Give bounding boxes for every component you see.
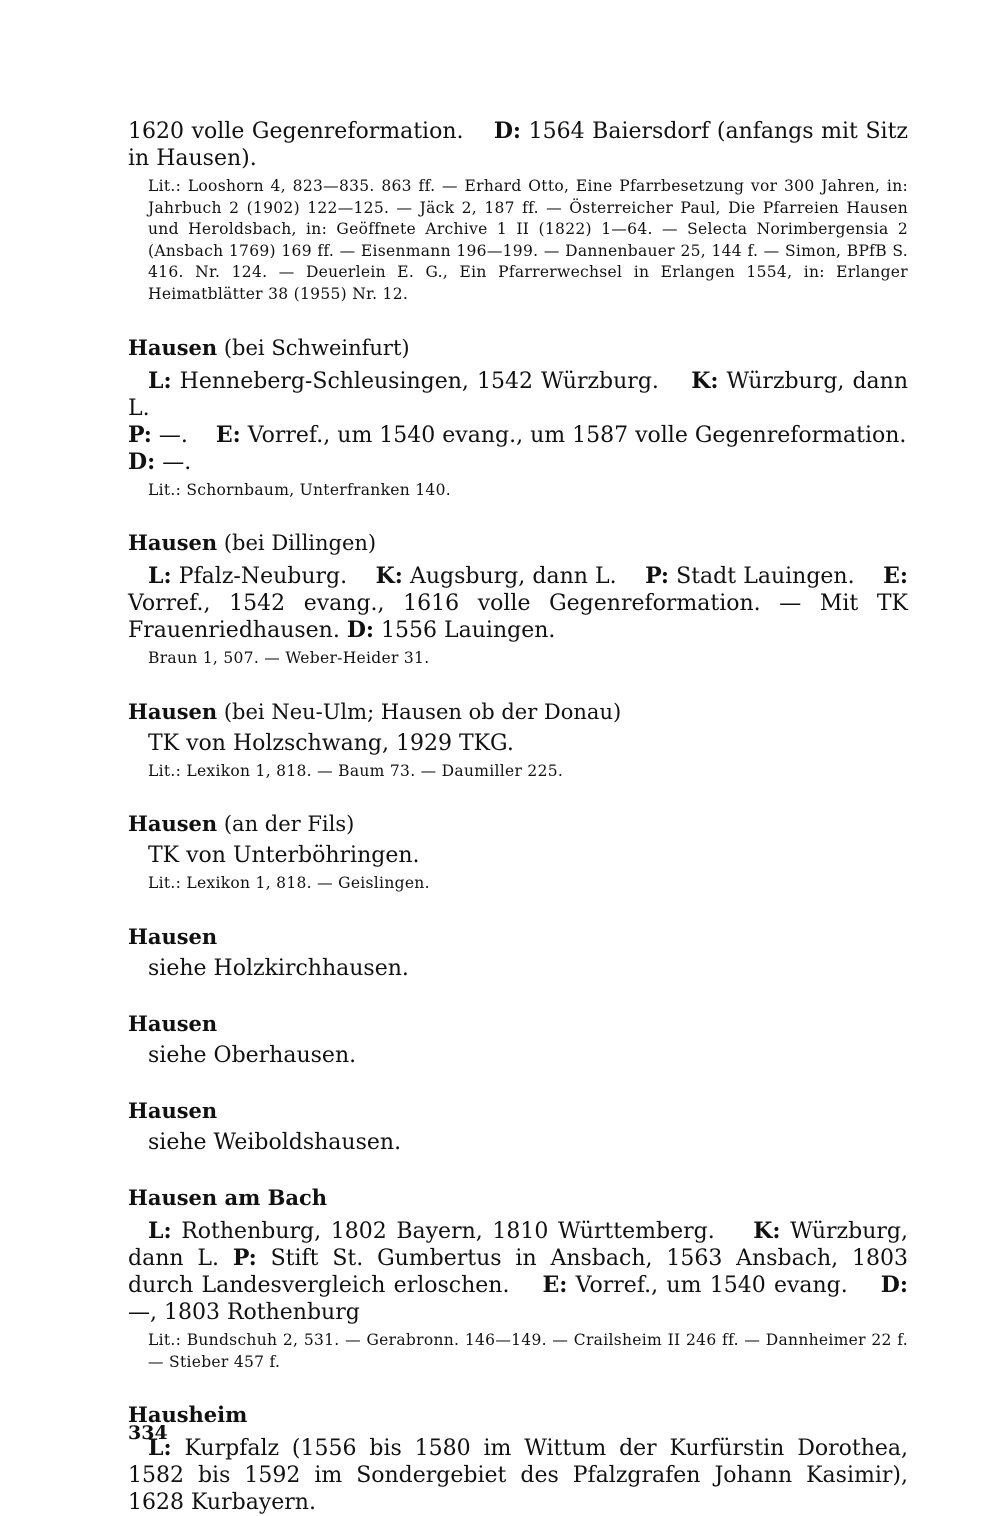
k-text: Würzburg, dann L. — [128, 1218, 908, 1271]
entry-body — [128, 1218, 908, 1326]
page-number: 334 — [128, 1422, 168, 1444]
l-text: Kurpfalz (1556 bis 1580 im Wittum der Kurfürstin Dorothea, 1582 bis 1592 im Sondergebiet des Pfalzgrafen Johann Kasimir), 1628 Kurbayern. — [128, 1436, 908, 1516]
l-label: L: — [148, 367, 172, 394]
entry-heading — [128, 529, 908, 557]
k-text: Augsburg, dann L. — [409, 564, 617, 590]
entry-hausheim — [128, 1401, 908, 1516]
continuation-text — [128, 118, 908, 172]
d-text: —. — [162, 449, 192, 475]
entry-body — [128, 563, 908, 644]
k-text: Würzburg, dann L. — [128, 368, 909, 421]
p-label: P: — [645, 563, 670, 590]
literature-note: Lit.: Looshorn 4, 823—835. 863 ff. — Erhard Otto, Eine Pfarrbesetzung vor 300 Jahren, in: Jahrbuch 2 (1902) 122—125. — Jäck 2, 187 ff. — Österreicher Paul, Die Pfarreien Hausen und Heroldsbach, in: Geöffnete Archive 1 II (1822) 1—64. — Selecta Norimbergensia 2 (Ansbach 1769) 169 ff. — Eisenmann 196—199. — Dannenbauer 25, 144 f. — Simon, BPfB S. 416. Nr. 124. — Deuerlein E. G., Ein Pfarrerwechsel in Erlangen 1554, in: Erlanger Heimatblätter 38 (1955) Nr. 12. — [148, 177, 908, 303]
l-label: L: — [148, 1435, 172, 1462]
cross-reference: siehe Holzkirchhausen. — [148, 955, 409, 981]
e-label: E: — [542, 1271, 568, 1298]
entry-heading — [128, 810, 908, 838]
entry-qualifier: (bei Neu-Ulm; Hausen ob der Donau) — [223, 699, 622, 724]
k-label: K: — [375, 563, 403, 590]
d-text: 1556 Lauingen. — [381, 618, 556, 644]
entry-heading — [128, 1010, 908, 1038]
entry-heading — [128, 1184, 908, 1212]
d-label: D: — [346, 617, 375, 644]
l-text: Rothenburg, 1802 Bayern, 1810 Württemberg. — [181, 1218, 715, 1244]
e-label: E: — [883, 563, 908, 590]
entry-hausen-see-holzkirchhausen — [128, 923, 908, 982]
entry-hausen-fils — [128, 810, 908, 895]
p-label: P: — [128, 421, 152, 448]
entry-body: TK von Unterböhringen. — [148, 843, 420, 869]
entry-hausen-dillingen — [128, 529, 908, 670]
entry-name: Hausen — [128, 698, 218, 724]
entry-continuation — [128, 118, 908, 306]
entry-name: Hausen — [128, 923, 218, 949]
entry-qualifier: (bei Schweinfurt) — [223, 335, 410, 360]
d-label: D: — [880, 1271, 908, 1298]
p-label: P: — [232, 1244, 257, 1271]
k-label: K: — [753, 1217, 781, 1244]
entry-qualifier: (bei Dillingen) — [223, 531, 377, 556]
entry-hausen-am-bach — [128, 1184, 908, 1373]
literature-note: Lit.: Schornbaum, Unterfranken 140. — [148, 480, 451, 499]
literature-note: Lit.: Bundschuh 2, 531. — Gerabronn. 146—149. — Crailsheim II 246 ff. — Dannheimer 22 f. — Stieber 457 f. — [148, 1330, 908, 1371]
entry-heading — [128, 1401, 908, 1429]
entry-name: Hausen — [128, 334, 218, 360]
entry-heading — [128, 923, 908, 951]
entry-hausen-neu-ulm — [128, 698, 908, 783]
entry-qualifier: (an der Fils) — [223, 812, 355, 837]
l-text: Henneberg-Schleusingen, 1542 Würzburg. — [179, 368, 659, 394]
e-label: E: — [215, 421, 241, 448]
entry-hausen-schweinfurt — [128, 334, 908, 502]
entry-hausen-see-oberhausen — [128, 1010, 908, 1069]
p-text: Stift St. Gumbertus in Ansbach, 1563 Ansbach, 1803 durch Landesvergleich erloschen. — [128, 1245, 908, 1298]
entry-name: Hausen — [128, 1010, 218, 1036]
cross-reference: siehe Weiboldshausen. — [148, 1129, 402, 1155]
d-text: 1564 Baiersdorf (anfangs mit Sitz in Hausen). — [128, 119, 908, 171]
e-text: Vorref., um 1540 evang., um 1587 volle Gegenreformation. — [247, 422, 907, 448]
entry-body: TK von Holzschwang, 1929 TKG. — [148, 730, 514, 756]
entry-name: Hausen am Bach — [128, 1184, 328, 1210]
entry-name: Hausen — [128, 811, 218, 837]
literature-note: Lit.: Lexikon 1, 818. — Baum 73. — Daumiller 225. — [148, 761, 564, 780]
entry-heading — [128, 698, 908, 726]
page-content — [128, 118, 908, 1516]
entry-name: Hausen — [128, 530, 218, 556]
l-label: L: — [148, 1217, 172, 1244]
d-label: D: — [128, 448, 156, 475]
entry-heading — [128, 1097, 908, 1125]
l-label: L: — [148, 563, 172, 590]
cross-reference: siehe Oberhausen. — [148, 1042, 357, 1068]
entry-name: Hausheim — [128, 1402, 248, 1428]
p-text: Stadt Lauingen. — [676, 564, 855, 590]
literature-note: Braun 1, 507. — Weber-Heider 31. — [148, 649, 430, 668]
entry-body — [128, 368, 908, 476]
e-text: Vorref., 1542 evang., 1616 volle Gegenreformation. — Mit TK Frauenriedhausen. — [128, 591, 908, 644]
literature-note: Lit.: Lexikon 1, 818. — Geislingen. — [148, 874, 430, 893]
entry-hausen-see-weiboldshausen — [128, 1097, 908, 1156]
entry-name: Hausen — [128, 1097, 218, 1123]
l-text: Pfalz-Neuburg. — [178, 564, 348, 590]
k-label: K: — [691, 367, 719, 394]
continuation-line: 1620 volle Gegenreformation. — [128, 119, 464, 144]
p-text: —. — [158, 422, 188, 448]
e-text: Vorref., um 1540 evang. — [575, 1272, 848, 1298]
d-label: D: — [493, 118, 522, 144]
d-text: —, 1803 Rothenburg — [128, 1299, 360, 1325]
entry-heading — [128, 334, 908, 362]
entry-body — [128, 1435, 908, 1516]
